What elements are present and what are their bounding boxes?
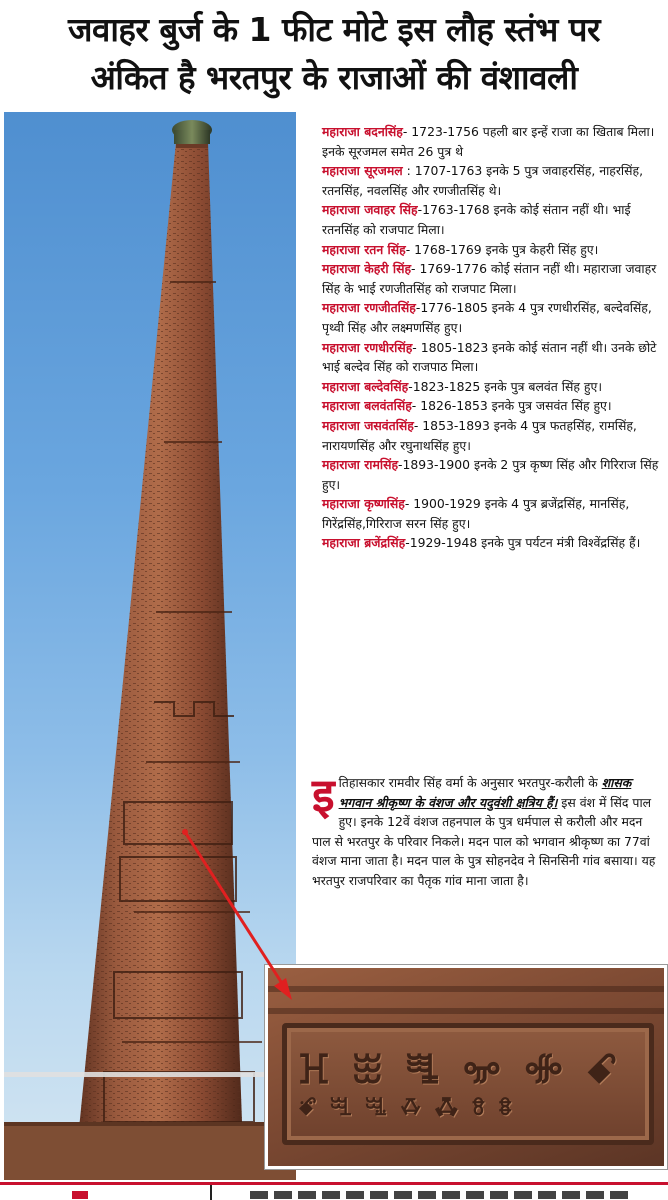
genealogy-list [322,122,664,553]
ruler-name: महाराजा जवाहर सिंह [322,202,418,218]
headline-line-2: अंकित है भरतपुर के राजाओं की वंशावली [90,58,578,97]
engraved-text-row: ꗄ ꗅ ꗆ ꗇ ꗈ ꗉ ꗊ [298,1092,515,1121]
ruler-name: महाराजा बल्देवसिंह [322,378,409,394]
cut-off-text [72,1191,88,1199]
ruler-details: -1893-1900 इनके 2 पुत्र कृष्ण सिंह और गिरिराज सिंह हुए। [322,457,659,492]
genealogy-entry [322,416,664,455]
iron-pillar-illustration [4,112,296,1180]
pillar-band [268,1008,664,1014]
headline [0,0,668,108]
ruler-name: महाराजा केहरी सिंह [322,261,412,277]
ruler-name: महाराजा कृष्णसिंह [322,496,405,512]
column-divider [210,1185,212,1200]
pillar-photo [4,112,296,1180]
ruler-name: महाराजा जसवंतसिंह [322,417,414,433]
genealogy-entry [322,494,664,533]
genealogy-entry [322,377,664,397]
ruler-name: महाराजा रतन सिंह [322,241,406,257]
ruler-name: महाराजा ब्रजेंद्रसिंह [322,535,406,551]
genealogy-entry [322,298,664,337]
history-rest: इस वंश में सिंद पाल हुए। इनके 12वें वंशज तहनपाल के पुत्र धर्मपाल से करौली और मदन पाल से भरतपुर के परिवार निकले। मदन पाल को भगवान श्रीकृष्ण का 77वां वंशज माना जाता है। मदन पाल के पुत्र सोहनदेव ने सिनसिनी गांव बसाया। यह भरतपुर राजपरिवार का पैतृक गांव माना जाता है। [312,794,656,888]
ruler-name: महाराजा रणधीरसिंह [322,339,413,355]
drop-cap: इ [312,768,335,822]
ruler-details: - 1768-1769 इनके पुत्र केहरी सिंह हुए। [405,241,599,257]
ruler-details: -1763-1768 इनके कोई संतान नहीं थी। भाई रतनसिंह को राजपाट मिला। [322,202,631,237]
genealogy-entry [322,455,664,494]
cut-off-text [250,1191,630,1199]
ruler-name: महाराजा रामसिंह [322,457,399,473]
history-paragraph [312,768,664,891]
ruler-details: -1929-1948 इनके पुत्र पर्यटन मंत्री विश्वेंद्रसिंह हैं। [405,535,641,551]
genealogy-entry [322,259,664,298]
engraved-text-row: ꖾ ꖿ ꗀ ꗁ ꗂ ꗃ [298,1046,622,1093]
ruler-details: - 1723-1756 पहली बार इन्हें राजा का खिताब मिला। इनके सूरजमल समेत 26 पुत्र थे [322,124,655,159]
genealogy-entry [322,338,664,377]
ruler-name: महाराजा सूरजमल [322,163,403,179]
ruler-details: - 1900-1929 इनके 4 पुत्र ब्रजेंद्रसिंह, मानसिंह, गिरेंद्रसिंह,गिरिराज सरन सिंह हुए। [322,496,630,531]
next-article-strip [0,1182,668,1200]
genealogy-entry [322,396,664,416]
ruler-details: - 1826-1853 इनके पुत्र जसवंत सिंह हुए। [411,398,612,414]
ruler-details: : 1707-1763 इनके 5 पुत्र जवाहरसिंह, नाहरसिंह, रतनसिंह, नवलसिंह और रणजीतसिंह थे। [322,163,644,198]
ruler-name: महाराजा बदनसिंह [322,124,403,139]
history-intro: तिहासकार रामवीर सिंह वर्मा के अनुसार भरतपुर-करौली के [338,775,602,790]
genealogy-entry [322,200,664,239]
genealogy-entry [322,533,664,553]
ruler-details: - 1805-1823 इनके कोई संतान नहीं थी। उनके छोटे भाई बल्देव सिंह को राजपाठ मिला। [322,339,657,375]
ruler-name: महाराजा रणजीतसिंह [322,300,416,316]
pillar-band [268,986,664,992]
ruler-details: - 1769-1776 कोई संतान नहीं थी। महाराजा जवाहर सिंह के भाई रणजीतसिंह को राजपाट मिला। [322,261,657,296]
history-highlight: शासक भगवान श्रीकृष्ण के वंशज और यदुवंशी क्षत्रिय हैं। [338,775,632,810]
ruler-details: -1823-1825 इनके पुत्र बलवंत सिंह हुए। [408,378,603,394]
genealogy-entry [322,122,664,161]
genealogy-entry [322,161,664,200]
ruler-name: महाराजा बलवंतसिंह [322,398,412,414]
inscription-closeup-photo [265,965,667,1169]
genealogy-entry [322,240,664,260]
headline-line-1: जवाहर बुर्ज के 1 फीट मोटे इस लौह स्तंभ पर [67,10,600,49]
ruler-details: - 1853-1893 इनके 4 पुत्र फतहसिंह, रामसिंह, नारायणसिंह और रघुनाथसिंह हुए। [322,417,637,453]
ruler-details: -1776-1805 इनके 4 पुत्र रणधीरसिंह, बल्देवसिंह, पृथ्वी सिंह और लक्ष्मणसिंह हुए। [322,300,652,335]
